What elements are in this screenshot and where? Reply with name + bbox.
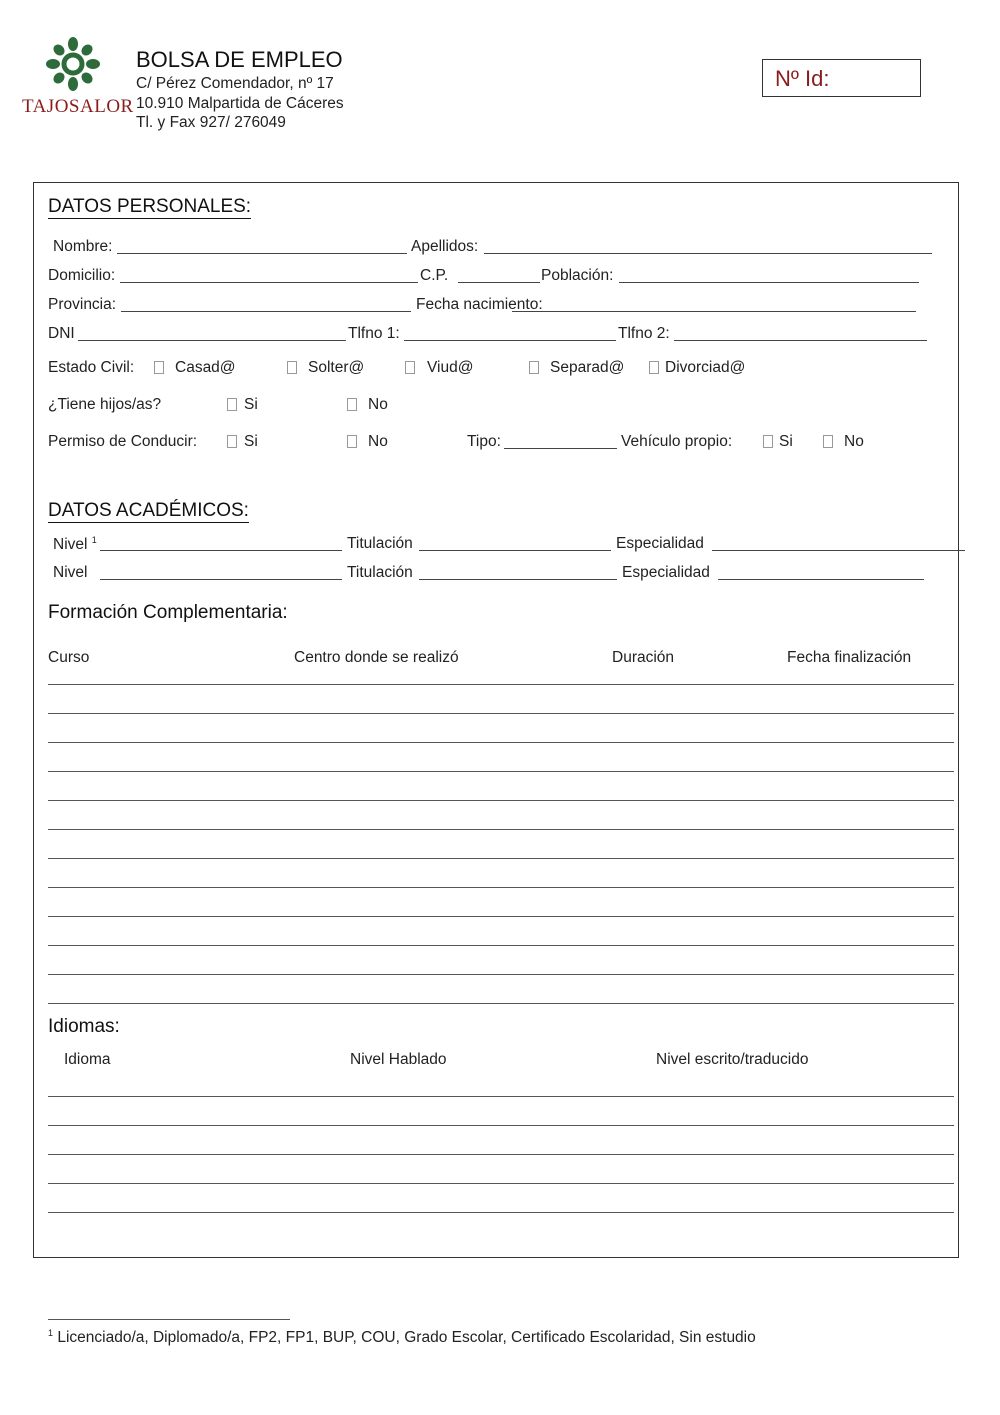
footnote-rule bbox=[48, 1319, 290, 1320]
poblacion-label: Población: bbox=[541, 267, 614, 284]
formacion-row-line[interactable] bbox=[48, 742, 954, 743]
dni-label: DNI bbox=[48, 325, 75, 342]
city-line: 10.910 Malpartida de Cáceres bbox=[136, 95, 344, 112]
hijos-si-checkbox[interactable] bbox=[227, 398, 237, 411]
titulacion-1-field[interactable] bbox=[419, 550, 611, 551]
nivel-1-text: Nivel bbox=[53, 536, 88, 554]
permiso-label: Permiso de Conducir: bbox=[48, 433, 198, 450]
col-curso: Curso bbox=[48, 649, 90, 666]
viudo-label: Viud@ bbox=[427, 359, 474, 376]
especialidad-2-field[interactable] bbox=[718, 579, 924, 580]
vehiculo-label: Vehículo propio: bbox=[621, 433, 733, 450]
footnote bbox=[48, 1328, 756, 1347]
provincia-label: Provincia: bbox=[48, 296, 117, 313]
soltero-checkbox[interactable] bbox=[287, 361, 297, 374]
academic-heading: DATOS ACADÉMICOS: bbox=[48, 500, 249, 521]
formacion-heading: Formación Complementaria: bbox=[48, 602, 288, 623]
hijos-label: ¿Tiene hijos/as? bbox=[48, 396, 162, 413]
col-idioma: Idioma bbox=[64, 1051, 111, 1068]
vehiculo-si-label: Si bbox=[779, 433, 793, 450]
permiso-si-checkbox[interactable] bbox=[227, 435, 237, 448]
footnote-mark: 1 bbox=[91, 535, 97, 545]
nombre-field[interactable] bbox=[117, 253, 407, 254]
formacion-row-line[interactable] bbox=[48, 1003, 954, 1004]
logo-emblem-icon bbox=[22, 36, 124, 98]
formacion-row-line[interactable] bbox=[48, 829, 954, 830]
nivel-2-field[interactable] bbox=[100, 579, 342, 580]
especialidad-1-field[interactable] bbox=[712, 550, 965, 551]
divorciado-label: Divorciad@ bbox=[665, 359, 746, 376]
tipo-field[interactable] bbox=[504, 448, 617, 449]
formacion-row-line[interactable] bbox=[48, 771, 954, 772]
fecha-nacimiento-field[interactable] bbox=[512, 311, 916, 312]
apellidos-label: Apellidos: bbox=[411, 238, 479, 255]
especialidad-2-label: Especialidad bbox=[622, 564, 710, 581]
hijos-no-checkbox[interactable] bbox=[347, 398, 357, 411]
col-duracion: Duración bbox=[612, 649, 675, 666]
idiomas-row-line[interactable] bbox=[48, 1125, 954, 1126]
dni-field[interactable] bbox=[78, 340, 346, 341]
idiomas-row-line[interactable] bbox=[48, 1096, 954, 1097]
nivel-1-label bbox=[53, 535, 97, 554]
casado-checkbox[interactable] bbox=[154, 361, 164, 374]
idiomas-row-line[interactable] bbox=[48, 1183, 954, 1184]
formacion-row-line[interactable] bbox=[48, 684, 954, 685]
footnote-text: Licenciado/a, Diplomado/a, FP2, FP1, BUP, COU, Grado Escolar, Certificado Escolaridad, Sin estudio bbox=[57, 1329, 756, 1347]
page-title: BOLSA DE EMPLEO bbox=[136, 47, 343, 72]
nombre-label: Nombre: bbox=[53, 238, 113, 255]
soltero-label: Solter@ bbox=[308, 359, 365, 376]
provincia-field[interactable] bbox=[121, 311, 411, 312]
cp-field[interactable] bbox=[458, 282, 540, 283]
permiso-si-label: Si bbox=[244, 433, 258, 450]
col-nivel-hablado: Nivel Hablado bbox=[350, 1051, 447, 1068]
nivel-2-label: Nivel bbox=[53, 564, 88, 581]
id-label: Nº Id: bbox=[775, 66, 830, 91]
vehiculo-no-checkbox[interactable] bbox=[823, 435, 833, 448]
formacion-row-line[interactable] bbox=[48, 800, 954, 801]
fecha-nacimiento-label: Fecha nacimiento: bbox=[416, 296, 543, 313]
domicilio-label: Domicilio: bbox=[48, 267, 116, 284]
titulacion-2-field[interactable] bbox=[419, 579, 617, 580]
personal-heading: DATOS PERSONALES: bbox=[48, 196, 252, 217]
formacion-row-line[interactable] bbox=[48, 713, 954, 714]
vehiculo-si-checkbox[interactable] bbox=[763, 435, 773, 448]
separado-checkbox[interactable] bbox=[529, 361, 539, 374]
id-box[interactable] bbox=[762, 59, 921, 97]
tlfno1-label: Tlfno 1: bbox=[348, 325, 400, 342]
domicilio-field[interactable] bbox=[120, 282, 418, 283]
vehiculo-no-label: No bbox=[844, 433, 864, 450]
tipo-label: Tipo: bbox=[467, 433, 501, 450]
casado-label: Casad@ bbox=[175, 359, 236, 376]
col-fecha-finalizacion: Fecha finalización bbox=[787, 649, 912, 666]
logo bbox=[22, 36, 134, 122]
separado-label: Separad@ bbox=[550, 359, 625, 376]
titulacion-1-label: Titulación bbox=[347, 535, 413, 552]
footnote-number: 1 bbox=[48, 1328, 54, 1338]
col-centro: Centro donde se realizó bbox=[294, 649, 459, 666]
col-nivel-escrito: Nivel escrito/traducido bbox=[656, 1051, 809, 1068]
poblacion-field[interactable] bbox=[619, 282, 919, 283]
idiomas-row-line[interactable] bbox=[48, 1212, 954, 1213]
phone-line: Tl. y Fax 927/ 276049 bbox=[136, 114, 286, 131]
idiomas-row-line[interactable] bbox=[48, 1154, 954, 1155]
formacion-row-line[interactable] bbox=[48, 858, 954, 859]
cp-label: C.P. bbox=[420, 267, 449, 284]
tlfno2-label: Tlfno 2: bbox=[618, 325, 670, 342]
address-line: C/ Pérez Comendador, nº 17 bbox=[136, 75, 334, 92]
nivel-1-field[interactable] bbox=[100, 550, 342, 551]
especialidad-1-label: Especialidad bbox=[616, 535, 704, 552]
apellidos-field[interactable] bbox=[484, 253, 932, 254]
titulacion-2-label: Titulación bbox=[347, 564, 413, 581]
permiso-no-label: No bbox=[368, 433, 388, 450]
logo-text: TAJOSALOR bbox=[22, 96, 134, 117]
formacion-row-line[interactable] bbox=[48, 945, 954, 946]
hijos-si-label: Si bbox=[244, 396, 258, 413]
estado-civil-label: Estado Civil: bbox=[48, 359, 135, 376]
hijos-no-label: No bbox=[368, 396, 388, 413]
viudo-checkbox[interactable] bbox=[405, 361, 415, 374]
divorciado-checkbox[interactable] bbox=[649, 361, 659, 374]
formacion-row-line[interactable] bbox=[48, 974, 954, 975]
formacion-row-line[interactable] bbox=[48, 916, 954, 917]
formacion-row-line[interactable] bbox=[48, 887, 954, 888]
tlfno2-field[interactable] bbox=[674, 340, 927, 341]
tlfno1-field[interactable] bbox=[404, 340, 616, 341]
idiomas-heading: Idiomas: bbox=[48, 1016, 120, 1037]
permiso-no-checkbox[interactable] bbox=[347, 435, 357, 448]
